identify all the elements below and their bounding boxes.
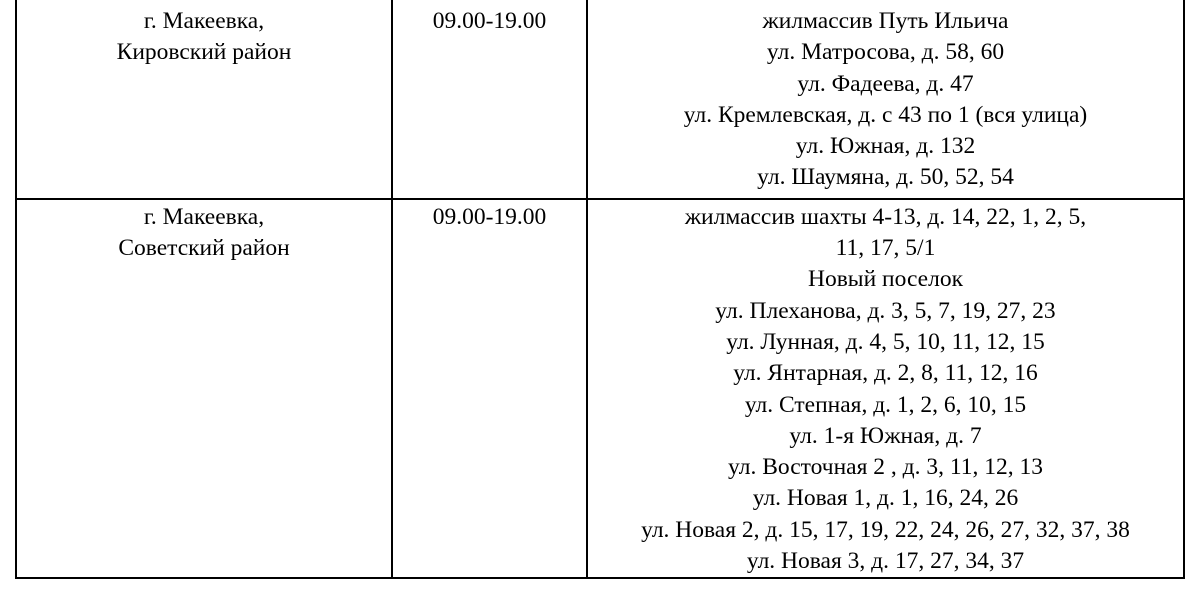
- address-line: ул. Фадеева, д. 47: [797, 70, 974, 97]
- addresses-cell: [587, 199, 1184, 579]
- address-line: ул. Матросова, д. 58, 60: [766, 39, 1005, 66]
- address-line: ул. Лунная, д. 4, 5, 10, 11, 12, 15: [726, 328, 1045, 355]
- time-range: 09.00-19.00: [432, 203, 547, 230]
- address-line: ул. Плеханова, д. 3, 5, 7, 19, 27, 23: [715, 297, 1056, 324]
- time-range: 09.00-19.00: [432, 8, 547, 34]
- time-cell: [392, 199, 587, 579]
- address-line: ул. Восточная 2 , д. 3, 11, 12, 13: [728, 454, 1043, 481]
- address-line: ул. Новая 2, д. 15, 17, 19, 22, 24, 26, 27, 32, 37, 38: [641, 516, 1130, 543]
- address-line: жилмассив шахты 4-13, д. 14, 22, 1, 2, 5,: [684, 203, 1087, 230]
- addresses-cell: [587, 0, 1184, 199]
- address-line: ул. Новая 3, д. 17, 27, 34, 37: [746, 548, 1025, 575]
- area-cell: [16, 0, 392, 199]
- area-cell: [16, 199, 392, 579]
- address-line: ул. Кремлевская, д. с 43 по 1 (вся улица): [683, 101, 1088, 128]
- area-city: г. Макеевка,: [143, 203, 265, 230]
- table-row: [16, 199, 1184, 579]
- area-district: Советский район: [118, 235, 290, 262]
- address-line: ул. Янтарная, д. 2, 8, 11, 12, 16: [733, 360, 1038, 387]
- address-line: ул. 1-я Южная, д. 7: [789, 422, 982, 449]
- address-line: ул. Степная, д. 1, 2, 6, 10, 15: [744, 391, 1027, 418]
- schedule-table: [15, 0, 1185, 579]
- area-city: г. Макеевка,: [143, 8, 265, 34]
- address-line: ул. Южная, д. 132: [795, 133, 976, 160]
- address-line: Новый поселок: [807, 266, 963, 293]
- table-row: [16, 0, 1184, 199]
- address-line: 11, 17, 5/1: [835, 235, 936, 262]
- area-district: Кировский район: [116, 39, 292, 66]
- address-line: ул. Шаумяна, д. 50, 52, 54: [757, 164, 1014, 191]
- address-line: ул. Новая 1, д. 1, 16, 24, 26: [752, 485, 1019, 512]
- time-cell: [392, 0, 587, 199]
- address-line: жилмассив Путь Ильича: [762, 8, 1009, 34]
